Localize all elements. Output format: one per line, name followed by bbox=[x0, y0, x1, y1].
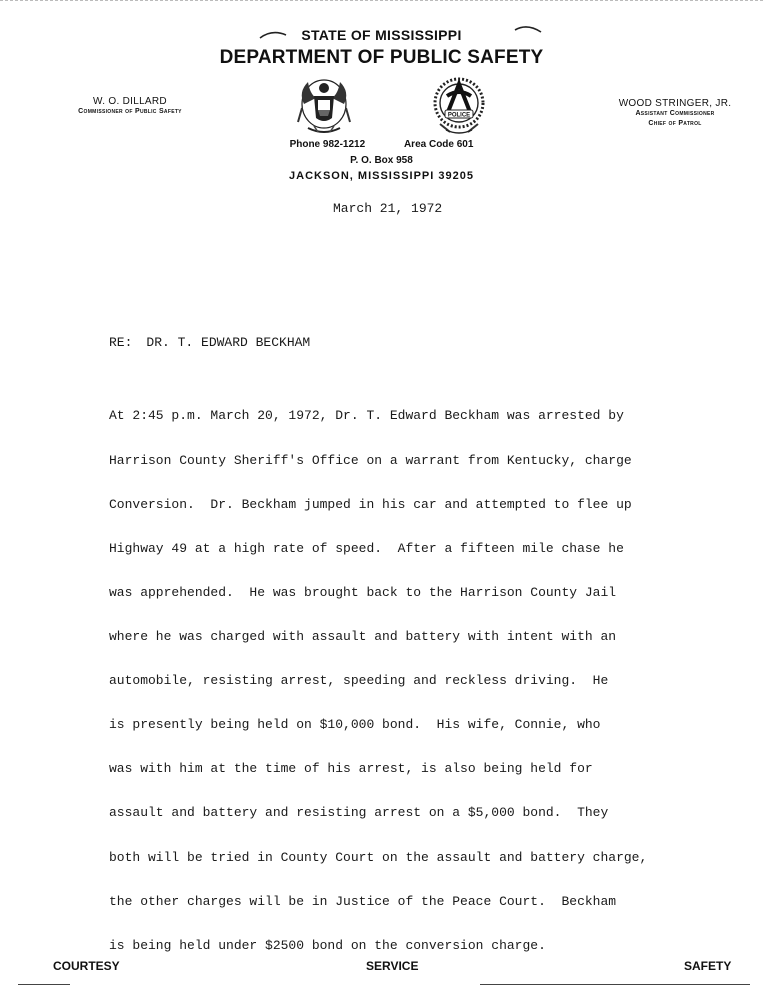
police-seal-text: POLICE bbox=[447, 112, 471, 119]
city-address: JACKSON, MISSISSIPPI 39205 bbox=[289, 170, 474, 182]
po-box: P. O. Box 958 bbox=[350, 155, 413, 166]
commissioner-title: Commissioner of Public Safety bbox=[78, 108, 182, 115]
body-line: both will be tried in County Court on the assault and battery charge, bbox=[109, 849, 648, 865]
body-line: is being held under $2500 bond on the conversion charge. bbox=[109, 937, 546, 953]
body-line: At 2:45 p.m. March 20, 1972, Dr. T. Edward Beckham was arrested by bbox=[109, 408, 624, 424]
letter-date: March 21, 1972 bbox=[333, 201, 443, 216]
assistant-commissioner-title-2: Chief of Patrol bbox=[648, 120, 702, 127]
area-code: Area Code 601 bbox=[403, 139, 474, 150]
subject-line bbox=[109, 335, 310, 350]
footer-courtesy: COURTESY bbox=[53, 959, 120, 973]
footer-rule bbox=[480, 984, 750, 985]
department-heading: DEPARTMENT OF PUBLIC SAFETY bbox=[219, 47, 544, 68]
top-edge-dots bbox=[0, 0, 763, 2]
re-subject: DR. T. EDWARD BECKHAM bbox=[146, 335, 311, 350]
body-line: Harrison County Sheriff's Office on a warrant from Kentucky, charge bbox=[109, 452, 632, 468]
commissioner-block bbox=[40, 96, 220, 117]
state-heading: STATE OF MISSISSIPPI bbox=[301, 27, 462, 43]
assistant-commissioner-title-1: Assistant Commissioner bbox=[635, 110, 715, 117]
commissioner-name: W. O. DILLARD bbox=[93, 96, 167, 107]
body-line: Conversion. Dr. Beckham jumped in his car and attempted to flee up bbox=[109, 496, 632, 512]
body-line: was apprehended. He was brought back to the Harrison County Jail bbox=[109, 584, 617, 600]
body-line: assault and battery and resisting arrest on a $5,000 bond. They bbox=[109, 805, 609, 821]
phone-row bbox=[0, 139, 763, 150]
footer-safety: SAFETY bbox=[684, 959, 732, 973]
body-line: the other charges will be in Justice of the Peace Court. Beckham bbox=[109, 893, 617, 909]
letter-body bbox=[109, 380, 749, 968]
phone-number: Phone 982-1212 bbox=[289, 139, 366, 150]
re-label: RE: bbox=[109, 335, 133, 350]
body-line: where he was charged with assault and battery with intent with an bbox=[109, 628, 617, 644]
mississippi-seal-icon bbox=[294, 74, 354, 138]
body-line: automobile, resisting arrest, speeding and reckless driving. He bbox=[109, 673, 609, 689]
assistant-commissioner-name: WOOD STRINGER, JR. bbox=[618, 98, 732, 109]
footer-service: SERVICE bbox=[366, 959, 419, 973]
body-line: is presently being held on $10,000 bond. His wife, Connie, who bbox=[109, 717, 601, 733]
assistant-commissioner-block bbox=[600, 98, 750, 129]
footer-rule bbox=[18, 984, 70, 985]
police-badge-icon bbox=[428, 74, 490, 138]
body-line: Highway 49 at a high rate of speed. After a fifteen mile chase he bbox=[109, 540, 624, 556]
body-line: was with him at the time of his arrest, is also being held for bbox=[109, 761, 593, 777]
